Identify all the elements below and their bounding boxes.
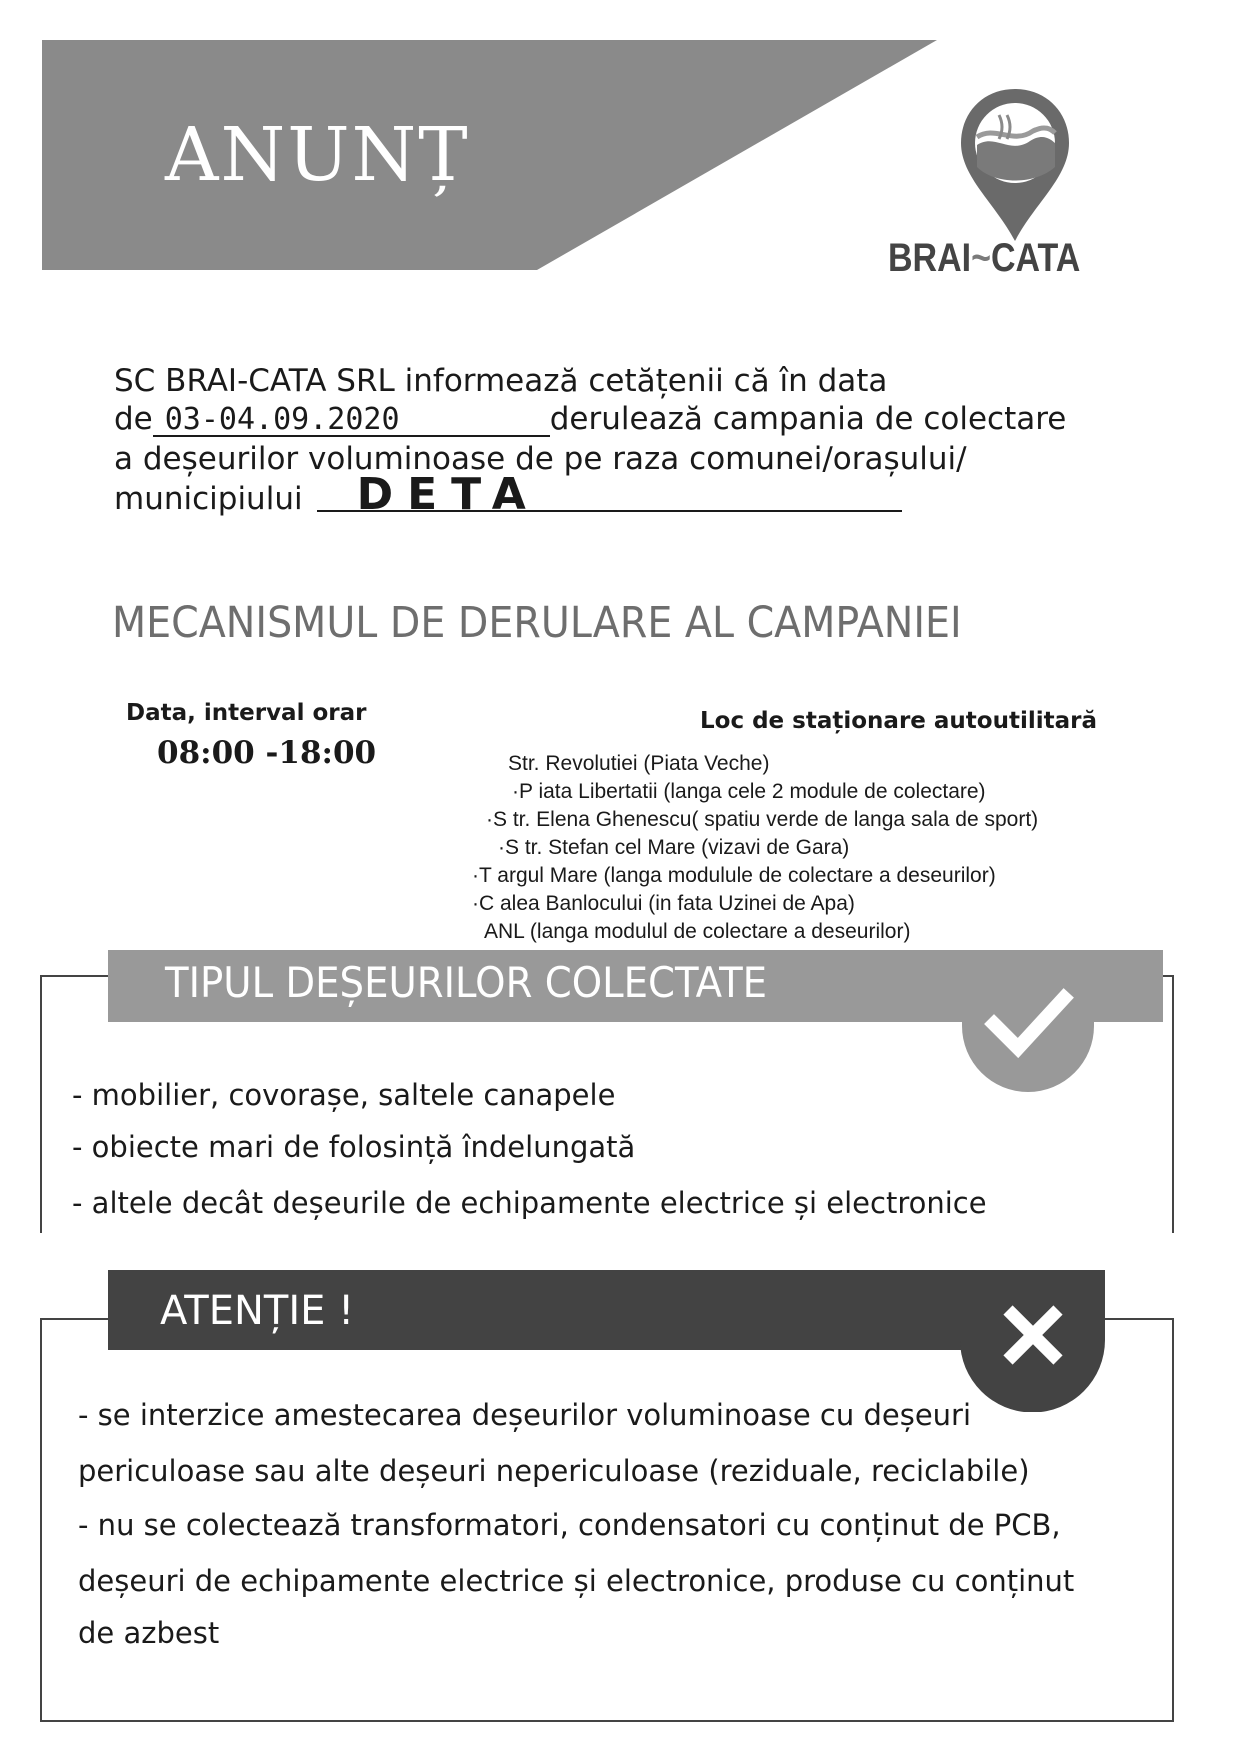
intro-line-3: a deșeurilor voluminoase de pe raza comunei/orașului/ [114,441,967,477]
intro-line-4 [114,469,902,520]
location-label: Loc de staționare autoutilitară [700,708,1097,734]
location-item: Str. Revolutiei (Piata Veche) [508,752,770,775]
attention-line: deșeuri de echipamente electrice și electronice, produse cu conținut [78,1564,1075,1598]
attention-line: periculoase sau alte deșeuri nepericuloase (reziduale, reciclabile) [78,1454,1030,1488]
brand-logo-text [888,236,1080,281]
location-item: ·C alea Banlocului (in fata Uzinei de Apa) [472,892,855,915]
date-interval-label: Data, interval orar [126,700,367,726]
intro-line-2 [114,400,1066,438]
attention-line: - se interzice amestecarea deșeurilor voluminoase cu deșeuri [78,1398,972,1432]
logo-text-dash: ~ [971,236,991,280]
intro-line-2-suffix: derulează campania de colectare [549,401,1067,437]
location-item: ·T argul Mare (langa modulule de colectare a deseurilor) [472,864,996,887]
location-item: ·S tr. Elena Ghenescu( spatiu verde de langa sala de sport) [486,808,1039,831]
logo-text-left: BRAI [888,236,972,280]
campaign-date-field: 03-04.09.2020 [153,405,550,437]
attention-line: de azbest [78,1616,220,1650]
intro-line-1: SC BRAI-CATA SRL informează cetățenii că în data [114,363,888,399]
waste-types-heading: TIPUL DEȘEURILOR COLECTATE [165,958,768,1007]
time-interval-value: 08:00 -18:00 [157,735,377,771]
location-pin-icon [955,85,1075,245]
waste-item: - altele decât deșeurile de echipamente electrice și electronice [72,1186,987,1220]
close-x-icon [960,1270,1105,1412]
page-title: ANUNȚ [165,112,470,198]
town-name-field: DETA [317,480,902,512]
location-item: ·P iata Libertatii (langa cele 2 module de colectare) [512,780,986,803]
intro-prefix-de: de [114,401,153,437]
location-item: ·S tr. Stefan cel Mare (vizavi de Gara) [498,836,850,859]
checkmark-icon [962,960,1094,1092]
waste-item: - obiecte mari de folosință îndelungată [72,1130,636,1164]
attention-line: - nu se colectează transformatori, condensatori cu conținut de PCB, [78,1508,1061,1542]
attention-heading: ATENȚIE ! [160,1288,355,1334]
mechanism-heading: MECANISMUL DE DERULARE AL CAMPANIEI [112,598,962,648]
waste-item: - mobilier, covorașe, saltele canapele [72,1078,616,1112]
logo-text-right: CATA [990,236,1081,280]
location-item: ANL (langa modulul de colectare a deseurilor) [484,920,911,943]
intro-prefix-municipiului: municipiului [114,481,303,517]
